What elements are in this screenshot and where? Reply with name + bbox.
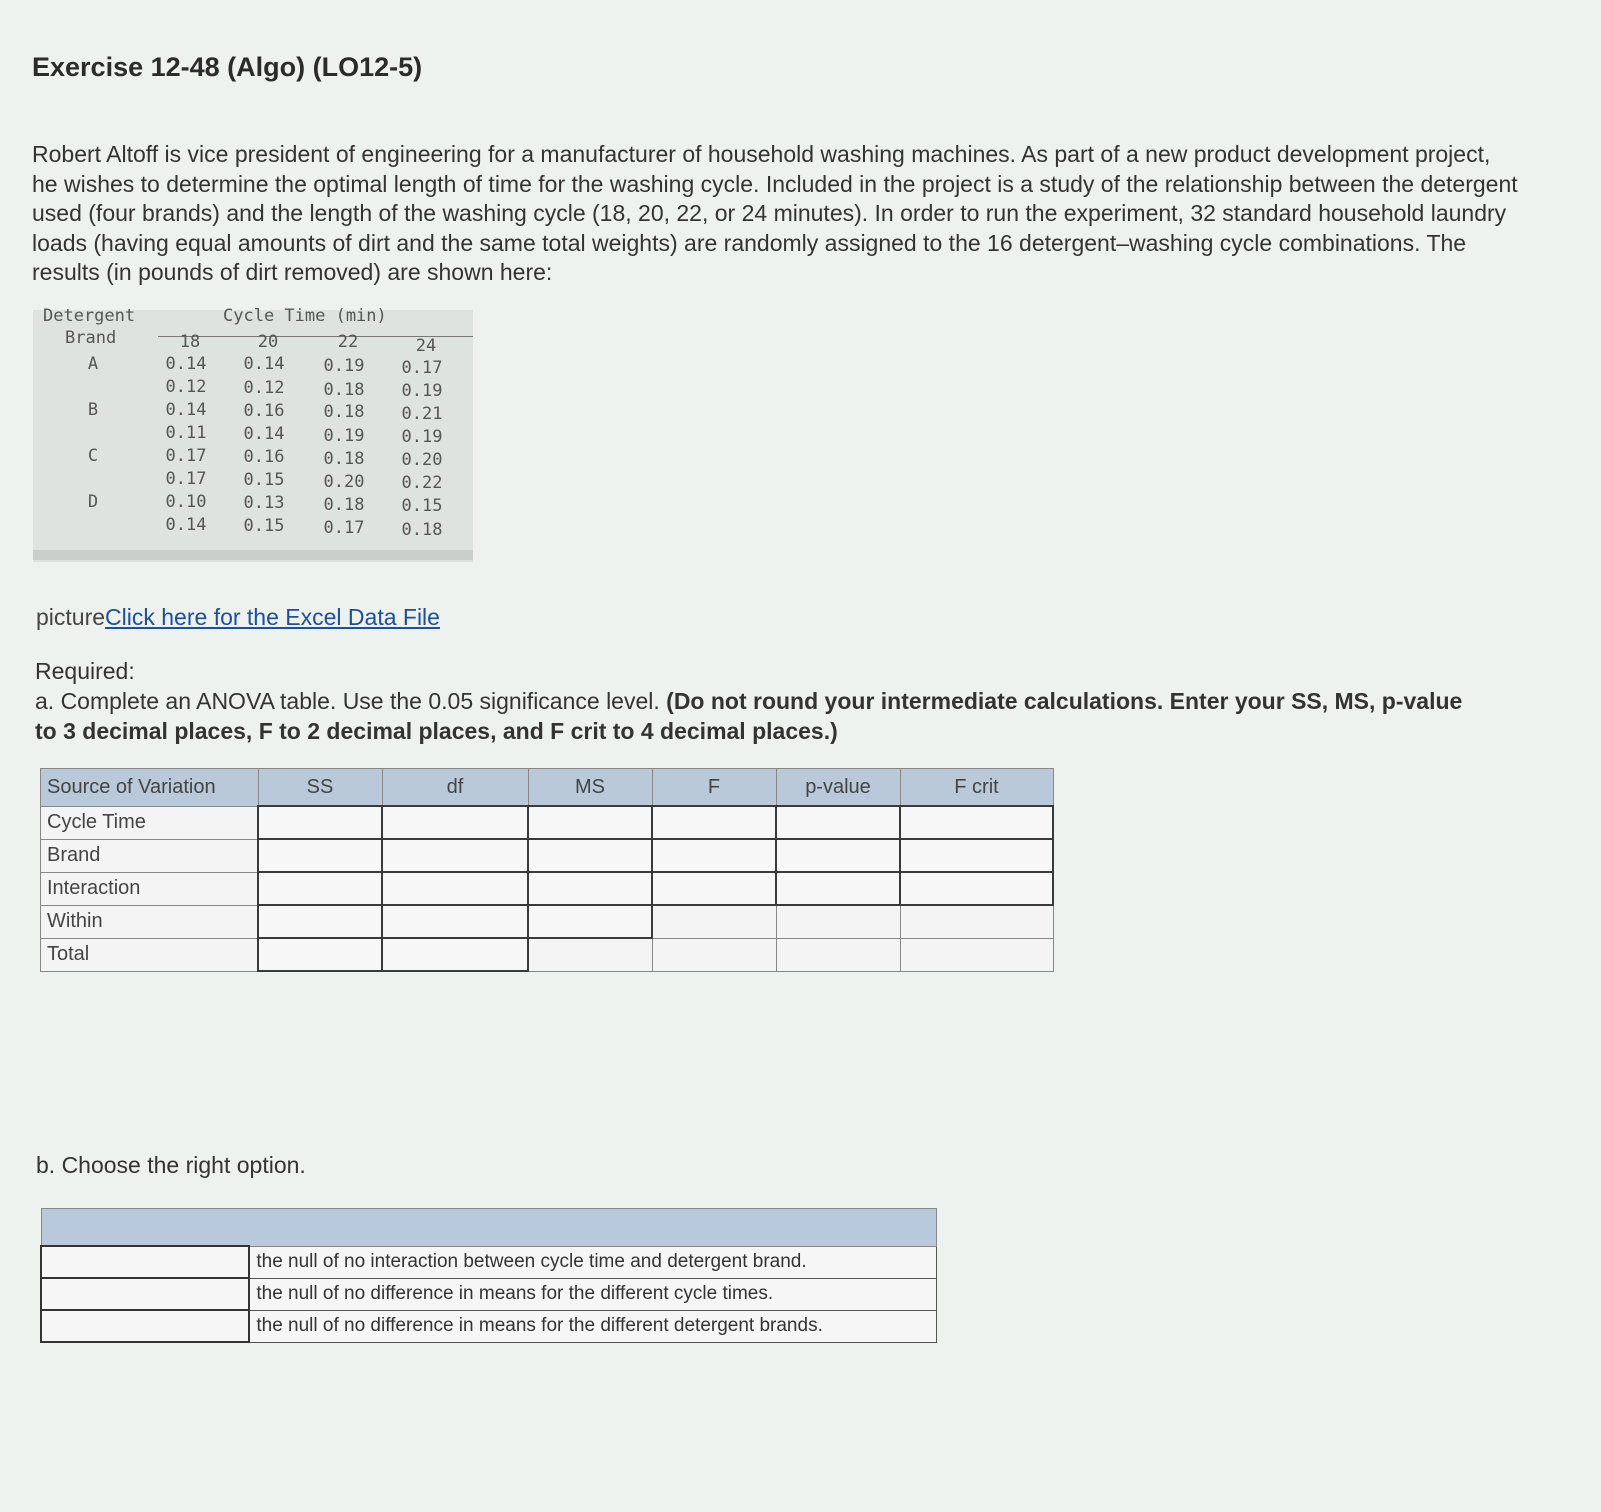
data-cell: 0.19 <box>401 381 443 401</box>
ss-total-input[interactable] <box>258 938 382 971</box>
empty-cell <box>900 938 1053 971</box>
brand-c-label: C <box>87 446 99 466</box>
exercise-title: Exercise 12-48 (Algo) (LO12-5) <box>32 52 423 82</box>
df-brand-input[interactable] <box>382 839 528 872</box>
ms-within-input[interactable] <box>528 905 652 938</box>
row-label-total: Total <box>41 938 259 971</box>
data-cell: 0.19 <box>323 356 365 376</box>
table-row <box>41 1278 936 1310</box>
data-cell: 0.17 <box>323 518 365 538</box>
data-cell: 0.18 <box>323 402 365 422</box>
table-row <box>41 905 1054 938</box>
data-cell: 0.14 <box>165 354 207 374</box>
row-label-brand: Brand <box>41 839 259 872</box>
empty-cell <box>776 938 900 971</box>
empty-cell <box>900 905 1053 938</box>
data-cell: 0.21 <box>401 404 443 424</box>
p-value-brand-input[interactable] <box>776 839 900 872</box>
problem-description: Robert Altoff is vice president of engineering for a manufacturer of household washing machines. As part of a new product development project, he wishes to determine the optimal length of time for the washing cycle. Included in the project is a study of the relationship between the detergent used (four brands) and the length of the washing cycle (18, 20, 22, or 24 minutes). In order to run the experiment, 32 standard household laundry loads (having equal amounts of dirt and the same total weights) are randomly assigned to the 16 detergent–washing cycle combinations. The results (in pounds of dirt removed) are shown here: <box>32 141 1518 285</box>
data-cell: 0.10 <box>165 492 207 512</box>
data-cell: 0.18 <box>323 380 365 400</box>
data-cell: 0.19 <box>401 427 443 447</box>
part-a-rounding-note: (Do not round your intermediate calculations. Enter your SS, MS, p-value to 3 decimal places, F to 2 decimal places, and F crit to 4 decimal places.) <box>35 688 1463 744</box>
p-value-interaction-input[interactable] <box>776 872 900 905</box>
f-header: F <box>652 769 776 807</box>
p-value-cycle-time-input[interactable] <box>776 806 900 839</box>
anova-table <box>40 768 1054 972</box>
empty-cell <box>652 938 776 971</box>
f-crit-interaction-input[interactable] <box>900 872 1053 905</box>
data-cell: 0.19 <box>323 426 365 446</box>
anova-header-row <box>41 769 1054 807</box>
data-cell: 0.16 <box>243 447 285 467</box>
cycle-18-header: 18 <box>179 332 201 352</box>
ss-brand-input[interactable] <box>258 839 382 872</box>
df-interaction-input[interactable] <box>382 872 528 905</box>
f-crit-header: F crit <box>900 769 1053 807</box>
ms-interaction-input[interactable] <box>528 872 652 905</box>
ms-cycle-time-input[interactable] <box>528 806 652 839</box>
df-cycle-time-input[interactable] <box>382 806 528 839</box>
brand-header-line1: Detergent <box>43 306 136 326</box>
broken-image-icon: picture <box>36 604 106 630</box>
options-header <box>41 1209 936 1247</box>
df-header: df <box>382 769 528 807</box>
cycle-22-header: 22 <box>337 332 359 352</box>
excel-data-file-link[interactable]: Click here for the Excel Data File <box>105 604 440 630</box>
table-row <box>41 938 1054 971</box>
p-value-header: p-value <box>776 769 900 807</box>
data-cell: 0.17 <box>165 469 207 489</box>
row-label-interaction: Interaction <box>41 872 259 905</box>
data-cell: 0.14 <box>243 354 285 374</box>
f-crit-cycle-time-input[interactable] <box>900 806 1053 839</box>
data-cell: 0.14 <box>165 515 207 535</box>
ss-within-input[interactable] <box>258 905 382 938</box>
ss-interaction-input[interactable] <box>258 872 382 905</box>
table-row <box>41 806 1054 839</box>
cycle-20-header: 20 <box>257 332 279 352</box>
empty-cell <box>528 938 652 971</box>
data-cell: 0.18 <box>323 495 365 515</box>
data-cell: 0.12 <box>243 378 285 398</box>
data-cell: 0.15 <box>243 470 285 490</box>
option-3-dropdown[interactable] <box>41 1310 249 1342</box>
data-cell: 0.14 <box>165 400 207 420</box>
table-row <box>41 1310 936 1342</box>
ms-brand-input[interactable] <box>528 839 652 872</box>
option-2-dropdown[interactable] <box>41 1278 249 1310</box>
part-a-instructions <box>35 686 1475 746</box>
f-crit-brand-input[interactable] <box>900 839 1053 872</box>
ss-header: SS <box>258 769 382 807</box>
df-total-input[interactable] <box>382 938 528 971</box>
cycle-time-header: Cycle Time (min) <box>223 306 387 326</box>
option-2-text: the null of no difference in means for the different cycle times. <box>249 1278 936 1310</box>
table-row <box>41 839 1054 872</box>
df-within-input[interactable] <box>382 905 528 938</box>
f-cycle-time-input[interactable] <box>652 806 776 839</box>
f-interaction-input[interactable] <box>652 872 776 905</box>
data-cell: 0.13 <box>243 493 285 513</box>
data-cell: 0.12 <box>165 377 207 397</box>
data-cell: 0.16 <box>243 401 285 421</box>
data-cell: 0.17 <box>165 446 207 466</box>
source-of-variation-header: Source of Variation <box>41 769 259 807</box>
brand-b-label: B <box>87 400 99 420</box>
data-cell: 0.14 <box>243 424 285 444</box>
f-brand-input[interactable] <box>652 839 776 872</box>
option-3-text: the null of no difference in means for the different detergent brands. <box>249 1310 936 1342</box>
data-cell: 0.15 <box>401 496 443 516</box>
required-section <box>35 656 1475 746</box>
data-cell: 0.15 <box>243 516 285 536</box>
part-a-text: a. Complete an ANOVA table. Use the 0.05 significance level. <box>35 688 667 714</box>
row-label-cycle-time: Cycle Time <box>41 806 259 839</box>
ms-header: MS <box>528 769 652 807</box>
options-header-row <box>41 1209 936 1247</box>
data-cell: 0.20 <box>401 450 443 470</box>
row-label-within: Within <box>41 905 259 938</box>
brand-header-line2: Brand <box>65 328 117 348</box>
table-row <box>41 1246 936 1278</box>
data-cell: 0.11 <box>165 423 207 443</box>
data-cell: 0.18 <box>401 520 443 540</box>
data-cell: 0.18 <box>323 449 365 469</box>
table-row <box>41 872 1054 905</box>
brand-d-label: D <box>87 492 99 512</box>
excel-data-link-row <box>36 604 440 631</box>
brand-a-label: A <box>87 354 99 374</box>
data-cell: 0.20 <box>323 472 365 492</box>
option-1-text: the null of no interaction between cycle time and detergent brand. <box>249 1246 936 1278</box>
data-table <box>33 306 473 562</box>
options-table <box>40 1208 937 1343</box>
empty-cell <box>652 905 776 938</box>
cycle-24-header: 24 <box>415 336 437 356</box>
ss-cycle-time-input[interactable] <box>258 806 382 839</box>
data-cell: 0.17 <box>401 358 443 378</box>
required-heading: Required: <box>35 658 135 684</box>
data-cell: 0.22 <box>401 473 443 493</box>
part-b-prompt: b. Choose the right option. <box>36 1152 306 1178</box>
option-1-dropdown[interactable] <box>41 1246 249 1278</box>
empty-cell <box>776 905 900 938</box>
